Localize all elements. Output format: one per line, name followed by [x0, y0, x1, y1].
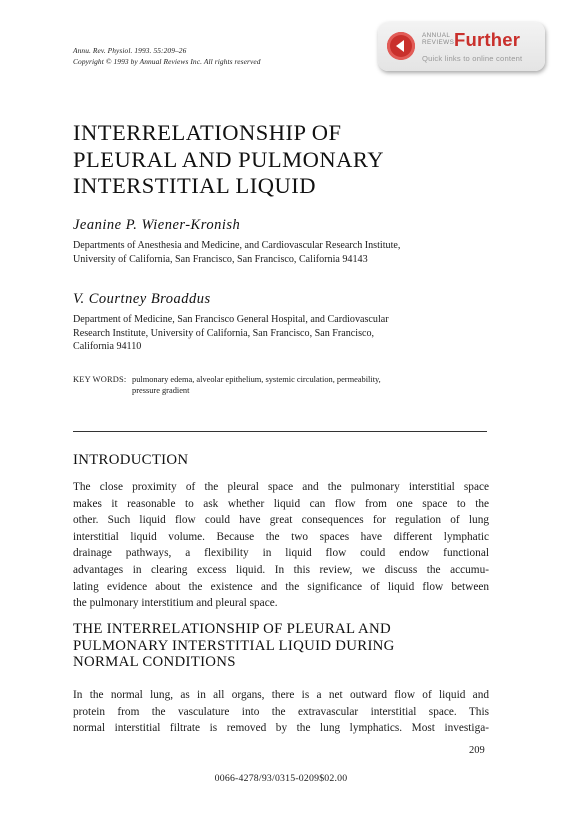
- copyright-line: Copyright © 1993 by Annual Reviews Inc. All rights reserved: [73, 57, 261, 66]
- text-line: other. Such liquid flow could have great consequences for regulation of lung: [73, 514, 489, 527]
- text-line: advantages in clearing excess liquid. In this review, we discuss the accumu-: [73, 563, 489, 576]
- keywords-line: pressure gradient: [132, 385, 190, 395]
- title-line: PLEURAL AND PULMONARY: [73, 146, 384, 172]
- section-heading: INTRODUCTION: [73, 452, 189, 468]
- affiliation-line: Department of Medicine, San Francisco General Hospital, and Cardiovascular: [73, 314, 389, 325]
- section-body: [73, 687, 489, 737]
- section-body: [73, 479, 489, 612]
- title-line: INTERSTITIAL LIQUID: [73, 173, 316, 198]
- keywords-list: [132, 375, 492, 397]
- author-affiliation: [73, 313, 493, 354]
- keywords-line: pulmonary edema, alveolar epithelium, systemic circulation, permeability,: [132, 375, 381, 384]
- affiliation-line: Departments of Anesthesia and Medicine, and Cardiovascular Research Institute,: [73, 240, 401, 251]
- text-line: makes it reasonable to ask whether liquid can flow from one space to the: [73, 497, 489, 510]
- section-heading: [73, 621, 395, 671]
- badge-annual: ANNUAL: [422, 32, 451, 39]
- badge-further: Further: [454, 29, 521, 50]
- footer-code: 0066-4278/93/0315-0209$02.00: [214, 773, 348, 784]
- text-line: protein from the vasculature into the extravascular interstitial space. This: [73, 705, 489, 718]
- play-back-circle-icon: [387, 32, 415, 60]
- author-name: V. Courtney Broaddus: [73, 291, 211, 307]
- text-line: the pulmonary interstitium and pleural space.: [73, 597, 278, 610]
- badge-publisher: [422, 32, 454, 46]
- affiliation-line: University of California, San Francisco, San Francisco, California 94143: [73, 253, 368, 265]
- text-line: drainage pathways, a flexibility in liquid flow could endow functional: [73, 547, 489, 560]
- page-number: 209: [469, 745, 485, 756]
- text-line: normal interstitial filtrate is removed by the lung lymphatics. Most investiga-: [73, 722, 489, 735]
- badge-reviews: REVIEWS: [422, 39, 455, 46]
- affiliation-line: Research Institute, University of California, San Francisco, San Francisco,: [73, 327, 375, 339]
- article-title: [73, 120, 384, 200]
- annual-reviews-further-badge[interactable]: [378, 22, 545, 71]
- author-name: Jeanine P. Wiener-Kronish: [73, 217, 241, 233]
- text-line: In the normal lung, as in all organs, there is a net outward flow of liquid and: [73, 689, 489, 701]
- title-line: INTERRELATIONSHIP OF: [73, 120, 342, 145]
- affiliation-line: California 94110: [73, 341, 142, 352]
- text-line: The close proximity of the pleural space and the pulmonary interstitial space: [73, 481, 489, 493]
- heading-line: PULMONARY INTERSTITIAL LIQUID DURING: [73, 637, 395, 654]
- journal-line: Annu. Rev. Physiol. 1993. 55:209–26: [73, 46, 187, 55]
- keywords-label: KEY WORDS:: [73, 375, 127, 384]
- journal-citation: [73, 45, 261, 67]
- badge-subtitle: Quick links to online content: [422, 54, 523, 63]
- heading-line: THE INTERRELATIONSHIP OF PLEURAL AND: [73, 621, 391, 637]
- divider: [73, 431, 487, 432]
- author-affiliation: [73, 239, 493, 266]
- text-line: interstitial liquid volume. Because the two spaces have different lymphatic: [73, 530, 489, 543]
- text-line: lating evidence about the existence and the significance of liquid flow between: [73, 580, 489, 593]
- heading-line: NORMAL CONDITIONS: [73, 654, 236, 670]
